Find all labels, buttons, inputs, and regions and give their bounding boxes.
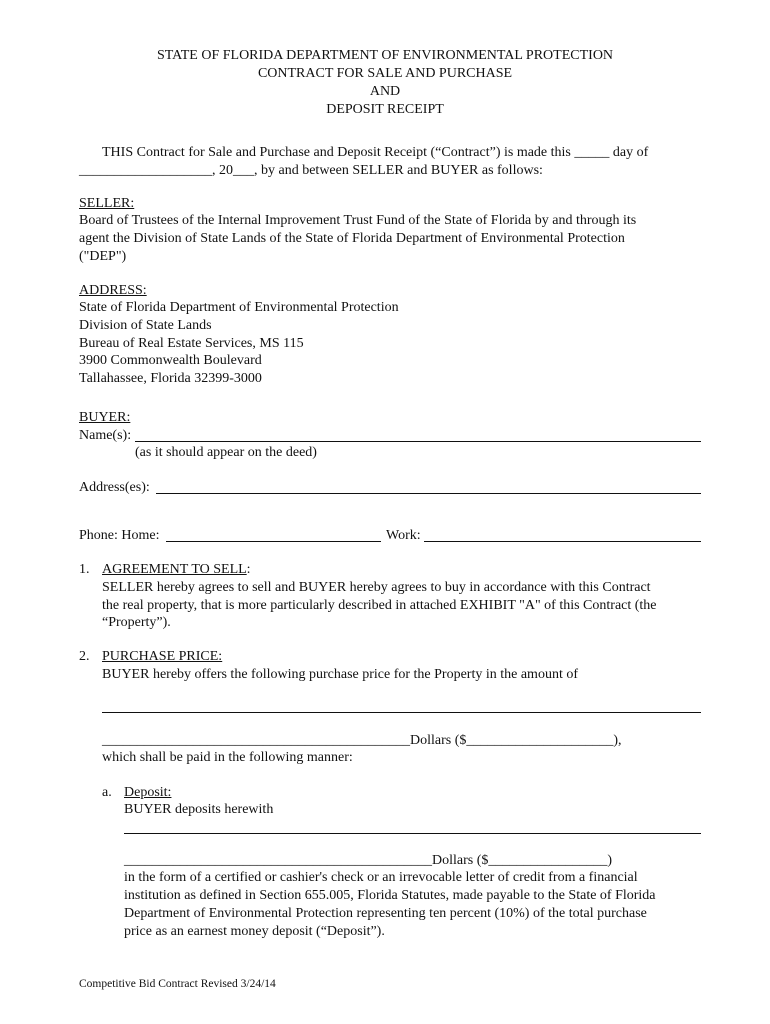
purchase-price-words-field[interactable] (102, 712, 701, 713)
page-footer: Competitive Bid Contract Revised 3/24/14 (79, 978, 276, 990)
address-line: Tallahassee, Florida 32399-3000 (79, 371, 262, 386)
seller-line2: agent the Division of State Lands of the State of Florida Department of Environmental Protection (79, 231, 625, 246)
section2-line1: BUYER hereby offers the following purchase price for the Property in the amount of (102, 667, 578, 682)
buyer-address-label: Address(es): (79, 480, 150, 495)
header-title-line1: STATE OF FLORIDA DEPARTMENT OF ENVIRONMENTAL PROTECTION (156, 48, 614, 63)
phone-home-field[interactable] (166, 541, 381, 542)
header-title-line2: CONTRACT FOR SALE AND PURCHASE (257, 66, 513, 81)
section1-number: 1. (79, 562, 90, 577)
section1-colon: : (246, 562, 251, 577)
intro-line1: THIS Contract for Sale and Purchase and Deposit Receipt (“Contract”) is made this _____ day of (102, 145, 649, 160)
deposit-para-line: institution as defined in Section 655.005, Florida Statutes, made payable to the State of Florida (124, 888, 656, 903)
deposit-letter: a. (102, 785, 112, 800)
address-heading: ADDRESS: (79, 283, 147, 298)
section1-line3: “Property”). (102, 615, 171, 630)
buyer-heading: BUYER: (79, 410, 131, 425)
header-title-line3: AND (369, 84, 401, 99)
intro-line2: ___________________, 20___, by and between SELLER and BUYER as follows: (79, 163, 543, 178)
deposit-para-line: price as an earnest money deposit (“Deposit”). (124, 924, 385, 939)
seller-line3: ("DEP") (79, 249, 127, 264)
deposit-para-line: in the form of a certified or cashier's check or an irrevocable letter of credit from a financial (124, 870, 638, 885)
deposit-words-field[interactable] (124, 833, 701, 834)
address-line: Bureau of Real Estate Services, MS 115 (79, 336, 304, 351)
deposit-heading: Deposit: (124, 785, 172, 800)
seller-heading: SELLER: (79, 196, 135, 211)
buyer-address-field[interactable] (156, 493, 701, 494)
address-line: 3900 Commonwealth Boulevard (79, 353, 262, 368)
section1-line1: SELLER hereby agrees to sell and BUYER hereby agrees to buy in accordance with this Contract (102, 580, 651, 595)
buyer-names-hint: (as it should appear on the deed) (135, 445, 317, 460)
phone-work-label: Work: (386, 528, 421, 543)
section2-manner: which shall be paid in the following manner: (102, 750, 353, 765)
deposit-dollars-line[interactable]: ____________________________________________Dollars ($_________________) (124, 853, 613, 868)
buyer-names-label: Name(s): (79, 428, 132, 443)
header-title-line4: DEPOSIT RECEIPT (326, 102, 444, 117)
phone-work-field[interactable] (424, 541, 701, 542)
section2-heading: PURCHASE PRICE: (102, 649, 223, 664)
section1-heading: AGREEMENT TO SELL (102, 562, 247, 577)
buyer-names-field[interactable] (135, 441, 701, 442)
phone-home-label: Phone: Home: (79, 528, 160, 543)
deposit-para-line: Department of Environmental Protection representing ten percent (10%) of the total purchase (124, 906, 647, 921)
section2-number: 2. (79, 649, 90, 664)
deposit-line1: BUYER deposits herewith (124, 802, 274, 817)
section1-line2: the real property, that is more particularly described in attached EXHIBIT "A" of this Contract (the (102, 598, 657, 613)
purchase-price-dollars-line[interactable]: ____________________________________________Dollars ($_____________________), (102, 733, 622, 748)
section1-heading-wrap (102, 561, 251, 579)
address-line: State of Florida Department of Environmental Protection (79, 300, 399, 315)
seller-line1: Board of Trustees of the Internal Improvement Trust Fund of the State of Florida by and through its (79, 213, 637, 228)
address-line: Division of State Lands (79, 318, 212, 333)
